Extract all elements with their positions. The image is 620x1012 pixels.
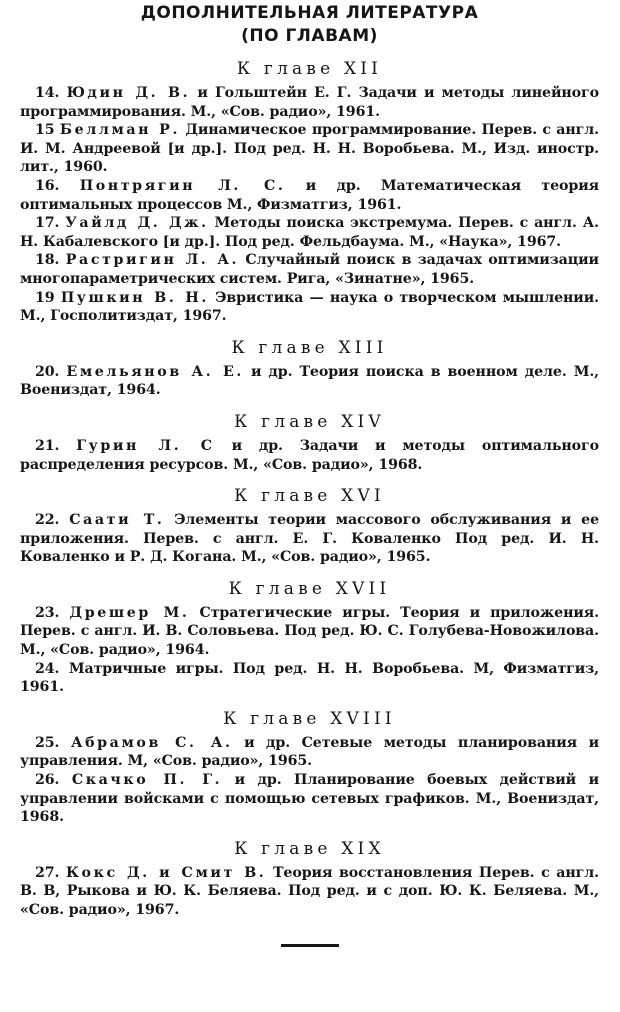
entry-author: Беллман Р. [59, 122, 180, 139]
entry-text: Динамическое программирование. Перев. с англ. И. М. Андреевой [и др.]. Под ред. Н. Н. Воробьева. М., Изд. иностр. лит., 1960. [20, 122, 600, 176]
entry-author: Юдин Д. В. [66, 85, 191, 101]
entry-author: Скачко П. Г. [71, 772, 223, 789]
entry-author: Понтрягин Л. С. [79, 177, 286, 194]
entry-text: Случайный поиск в задачах оптимизации многопараметрических систем. Рига, «Зинатне», 1965. [20, 252, 599, 287]
bibliography-entry [20, 437, 599, 474]
entry-number: 15 [35, 122, 55, 139]
bibliography-entry [20, 734, 599, 771]
chapter-heading: К главе XIX [234, 838, 385, 859]
bibliography-entry [20, 214, 599, 251]
entry-number: 18. [35, 252, 60, 269]
entry-author: Уайлд Д. Дж. [65, 215, 209, 232]
page-title [20, 2, 599, 48]
bibliography-entry [20, 604, 599, 660]
entry-author: Гурин Л. С [76, 437, 215, 454]
end-divider [281, 944, 339, 947]
entry-number: 25. [35, 734, 60, 751]
entry-author: Растригин Л. А. [65, 252, 240, 269]
entry-text: Стратегические игры. Теория и приложения. Перев. с англ. И. В. Соловьева. Под ред. Ю. С. Голубева-Новожилова. М., «Сов. радио», 1964. [20, 604, 600, 659]
chapter-heading: К главе XVIII [223, 708, 396, 729]
chapter-heading: К главе XVII [228, 578, 391, 599]
bibliography-entry [20, 363, 599, 400]
entry-text: и др. Задачи и методы оптимального распределения ресурсов. М., «Сов. радио», 1968. [20, 437, 599, 473]
entry-author: Пушкин В. Н. [60, 289, 209, 306]
bibliography-entry [20, 289, 599, 326]
bibliography-entry [20, 121, 599, 177]
entry-number: 26. [35, 772, 60, 789]
bibliography-entry [20, 251, 599, 288]
entry-number: 17. [35, 215, 60, 232]
entry-text: и др. Математическая теория оптимальных процессов М., Физматгиз, 1961. [20, 177, 599, 213]
entry-number: 24. [35, 660, 60, 677]
entry-number: 21. [35, 437, 60, 454]
bibliography-sections [20, 57, 599, 920]
entry-text: Теория восстановления Перев. с англ. В. В, Рыкова и Ю. К. Беляева. Под ред. и с доп. Ю. К. Беляева. М., «Сов. радио», 1967. [20, 864, 599, 918]
bibliography-entry [20, 660, 599, 697]
entry-number: 23. [35, 604, 60, 621]
entry-text: и др. Планирование боевых действий и управлении войсками с помощью сетевых графиков. М., Воениздат, 1968. [20, 772, 599, 826]
entry-number: 14. [35, 85, 60, 101]
entry-text: и др. Теория поиска в военном деле. М., Воениздат, 1964. [20, 363, 600, 399]
entry-number: 27. [35, 864, 60, 881]
entry-number: 19 [35, 289, 55, 306]
entry-text: и др. Сетевые методы планирования и управления. М, «Сов. радио», 1965. [20, 734, 599, 770]
entry-text: Эвристика — наука о творческом мышлении. М., Госполитиздат, 1967. [20, 289, 599, 325]
bibliography-entry [20, 771, 599, 827]
entry-number: 20. [35, 363, 60, 380]
entry-author: Абрамов С. А. [70, 734, 233, 751]
entry-number: 22. [35, 512, 60, 529]
entry-author: Кокс Д. и Смит В. [66, 864, 267, 881]
title-line-2: (ПО ГЛАВАМ) [241, 26, 378, 46]
entry-number: 16. [35, 177, 60, 194]
entry-text: Матричные игры. Под ред. Н. Н. Воробьева. М, Физматгиз, 1961. [20, 660, 599, 696]
entry-author: Саати Т. [69, 512, 165, 529]
bibliography-entry [20, 177, 599, 214]
chapter-heading: К главе XIII [231, 337, 388, 358]
chapter-heading: К главе XVI [234, 486, 385, 507]
bibliography-entry [20, 511, 599, 567]
bibliography-entry [20, 864, 599, 920]
entry-text: Методы поиска экстремума. Перев. с англ. А. Н. Кабалевского [и др.]. Под ред. Фельдбаума. М., «Наука», 1967. [20, 215, 599, 250]
entry-text: и Гольштейн Е. Г. Задачи и методы линейного программирования. М., «Сов. радио», 1961. [20, 85, 599, 120]
entry-text: Элементы теории массового обслуживания и ее приложения. Перев. с англ. Е. Г. Коваленко Под ред. И. Н. Коваленко и Р. Д. Когана. М., «Сов. радио», 1965. [20, 512, 600, 566]
bibliography-entry [20, 84, 599, 121]
entry-author: Дрешер М. [69, 604, 190, 621]
chapter-heading: К главе XII [236, 59, 383, 79]
entry-author: Емельянов А. Е. [66, 363, 244, 380]
title-line-1: ДОПОЛНИТЕЛЬНАЯ ЛИТЕРАТУРА [140, 3, 479, 23]
chapter-heading: К главе XIV [234, 411, 385, 432]
